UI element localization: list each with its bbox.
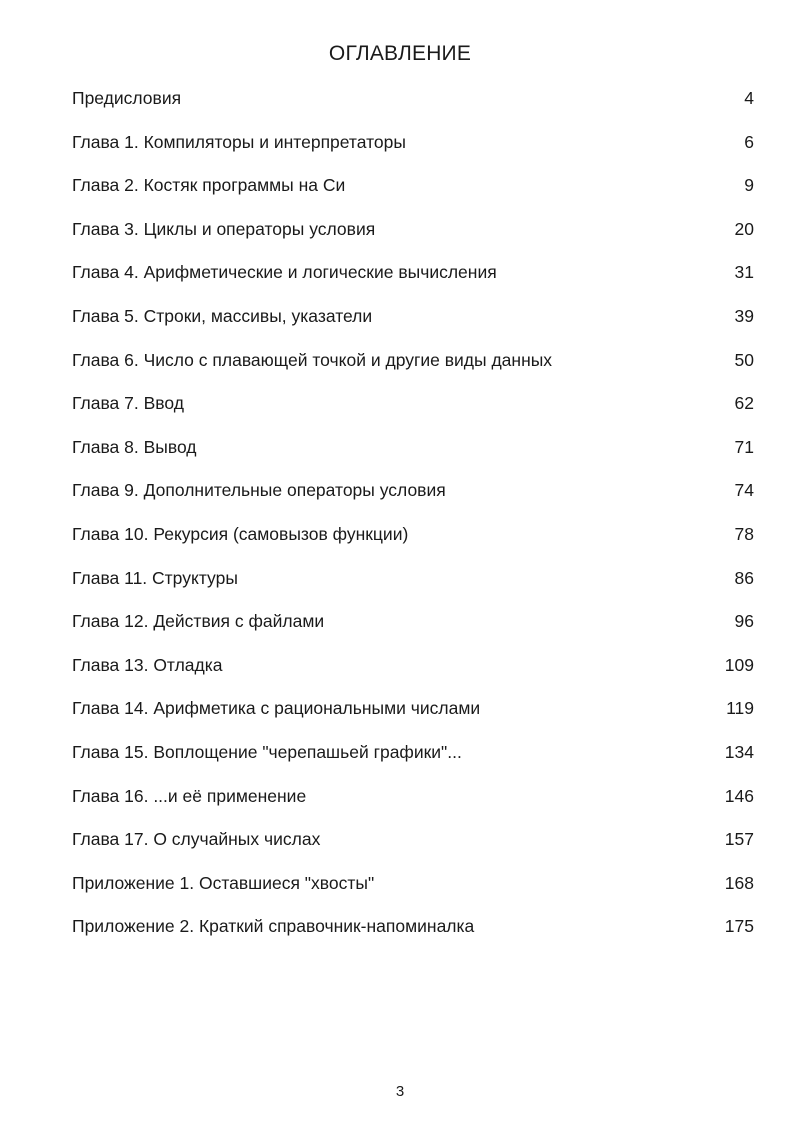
toc-entry-title: Глава 17. О случайных числах — [72, 829, 321, 850]
toc-entry-page: 134 — [724, 741, 754, 762]
toc-entry-preface[interactable] — [72, 84, 754, 128]
toc-entry-chapter-8[interactable] — [72, 433, 754, 477]
toc-entry-appendix-1[interactable] — [72, 869, 754, 913]
toc-entry-title: Глава 3. Циклы и операторы условия — [72, 218, 376, 239]
toc-entry-page: 168 — [724, 872, 754, 893]
toc-entry-page: 157 — [724, 829, 754, 850]
toc-entry-title: Глава 8. Вывод — [72, 436, 197, 457]
toc-entry-chapter-5[interactable] — [72, 302, 754, 346]
toc-entry-page: 31 — [734, 262, 754, 283]
toc-entry-chapter-10[interactable] — [72, 520, 754, 564]
toc-entry-chapter-14[interactable] — [72, 694, 754, 738]
toc-entry-page: 71 — [734, 436, 754, 457]
toc-entry-title: Глава 7. Ввод — [72, 393, 184, 414]
toc-entry-appendix-2[interactable] — [72, 912, 754, 956]
toc-entry-page: 74 — [734, 480, 754, 501]
toc-entry-title: Глава 12. Действия с файлами — [72, 611, 325, 632]
toc-entry-page: 20 — [734, 218, 754, 239]
toc-entry-page: 62 — [734, 393, 754, 414]
toc-entry-title: Глава 1. Компиляторы и интерпретаторы — [72, 131, 406, 152]
page-number: 3 — [395, 1083, 405, 1100]
toc-entry-chapter-6[interactable] — [72, 346, 754, 390]
toc-entry-chapter-17[interactable] — [72, 825, 754, 869]
toc-entry-title: Глава 13. Отладка — [72, 654, 223, 675]
page-title: ОГЛАВЛЕНИЕ — [328, 42, 472, 65]
toc-entry-title: Глава 5. Строки, массивы, указатели — [72, 305, 373, 326]
toc-entry-page: 146 — [724, 785, 754, 806]
toc-entry-page: 175 — [724, 916, 754, 937]
toc-entry-page: 78 — [734, 523, 754, 544]
toc-entry-chapter-12[interactable] — [72, 607, 754, 651]
toc-entry-chapter-3[interactable] — [72, 215, 754, 259]
toc-entry-chapter-15[interactable] — [72, 738, 754, 782]
toc-entry-page: 9 — [744, 175, 754, 196]
toc-entry-page: 39 — [734, 305, 754, 326]
table-of-contents — [72, 84, 754, 956]
toc-entry-title: Глава 4. Арифметические и логические вычисления — [72, 262, 497, 283]
toc-entry-page: 109 — [724, 654, 754, 675]
toc-entry-title: Глава 6. Число с плавающей точкой и другие виды данных — [72, 349, 553, 370]
toc-entry-title: Глава 16. ...и её применение — [72, 785, 307, 806]
toc-entry-chapter-9[interactable] — [72, 476, 754, 520]
toc-entry-chapter-4[interactable] — [72, 258, 754, 302]
toc-entry-title: Приложение 2. Краткий справочник-напоминалка — [72, 916, 475, 937]
toc-entry-title: Глава 9. Дополнительные операторы условия — [72, 480, 446, 501]
toc-entry-chapter-1[interactable] — [72, 128, 754, 172]
toc-entry-title: Приложение 1. Оставшиеся "хвосты" — [72, 872, 375, 893]
toc-entry-title: Глава 14. Арифметика с рациональными числами — [72, 698, 481, 719]
toc-entry-title: Глава 11. Структуры — [72, 567, 238, 588]
toc-entry-page: 6 — [744, 131, 754, 152]
toc-entry-page: 119 — [726, 698, 754, 719]
toc-entry-page: 96 — [734, 611, 754, 632]
toc-entry-chapter-13[interactable] — [72, 651, 754, 695]
toc-entry-title: Глава 15. Воплощение "черепашьей графики"... — [72, 741, 462, 762]
toc-entry-page: 86 — [734, 567, 754, 588]
toc-entry-chapter-11[interactable] — [72, 564, 754, 608]
toc-entry-page: 4 — [744, 88, 754, 108]
toc-entry-title: Глава 2. Костяк программы на Си — [72, 175, 346, 196]
toc-entry-chapter-2[interactable] — [72, 171, 754, 215]
toc-entry-title: Глава 10. Рекурсия (самовызов функции) — [72, 523, 409, 544]
toc-entry-page: 50 — [734, 349, 754, 370]
toc-entry-title: Предисловия — [72, 88, 182, 108]
toc-entry-chapter-16[interactable] — [72, 782, 754, 826]
toc-entry-chapter-7[interactable] — [72, 389, 754, 433]
